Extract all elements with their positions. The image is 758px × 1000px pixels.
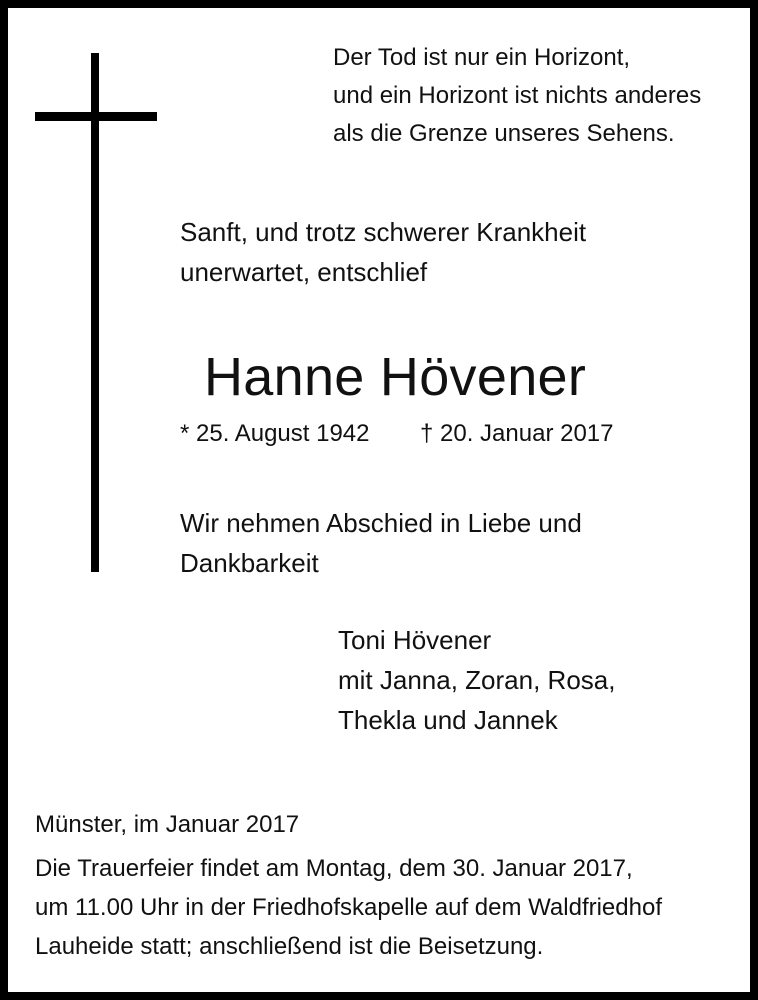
- ceremony-line: Die Trauerfeier findet am Montag, dem 30. Januar 2017,: [35, 855, 633, 882]
- cross-icon: [91, 53, 99, 572]
- mourner-line: mit Janna, Zoran, Rosa,: [338, 665, 616, 695]
- cross-icon-bar: [35, 112, 157, 121]
- mourner-line: Thekla und Jannek: [338, 705, 558, 735]
- motto-line: und ein Horizont ist nichts anderes: [333, 82, 702, 109]
- ceremony-line: um 11.00 Uhr in der Friedhofskapelle auf dem Waldfriedhof: [35, 894, 662, 921]
- intro-line: Sanft, und trotz schwerer Krankheit: [180, 217, 587, 247]
- birth-date: * 25. August 1942: [180, 420, 370, 447]
- motto-line: als die Grenze unseres Sehens.: [333, 120, 675, 147]
- deceased-name: Hanne Hövener: [204, 347, 587, 407]
- ceremony-line: Lauheide statt; anschließend ist die Beisetzung.: [35, 933, 544, 960]
- intro-line: unerwartet, entschlief: [180, 257, 428, 287]
- mourner-line: Toni Hövener: [338, 625, 492, 655]
- farewell-line: Wir nehmen Abschied in Liebe und: [180, 508, 582, 538]
- farewell-line: Dankbarkeit: [180, 548, 319, 578]
- death-date: † 20. Januar 2017: [420, 420, 614, 447]
- place-date: Münster, im Januar 2017: [35, 811, 300, 838]
- motto-line: Der Tod ist nur ein Horizont,: [333, 44, 631, 71]
